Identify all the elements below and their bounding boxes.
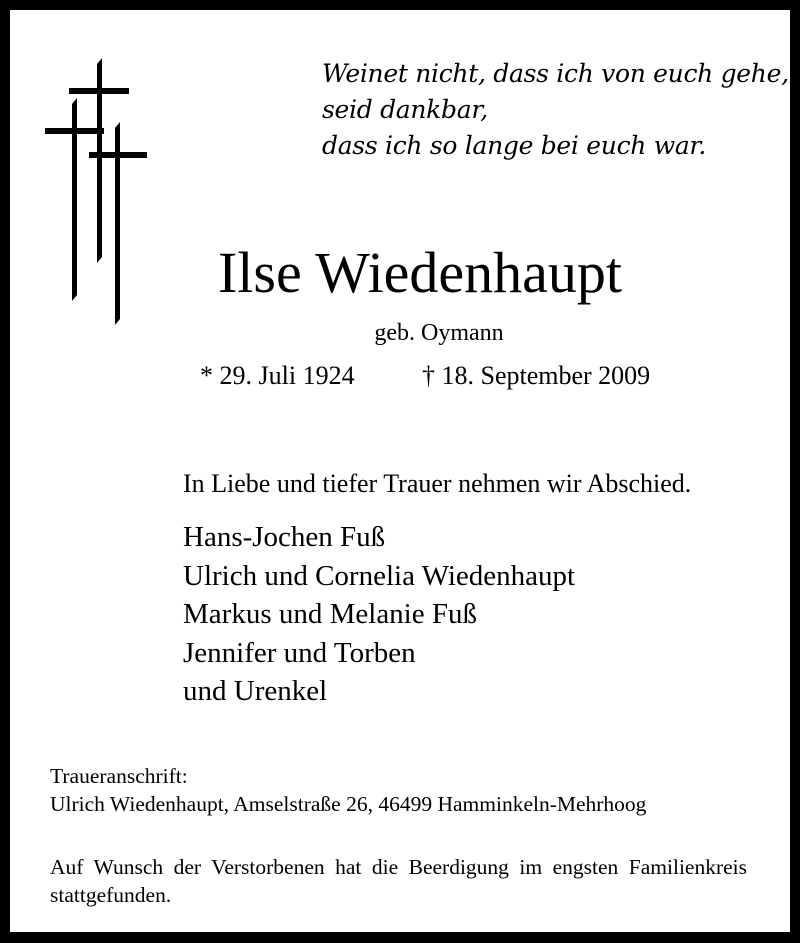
obituary-card: [10, 10, 790, 932]
funeral-note: Auf Wunsch der Verstorbenen hat die Beerdigung im engsten Familienkreis stattgefunden.: [50, 855, 747, 907]
poem: [322, 56, 789, 164]
mourner: Ulrich und Cornelia Wiedenhaupt: [183, 559, 576, 592]
mourner: Hans-Jochen Fuß: [183, 521, 386, 553]
maiden-name: geb. Oymann: [374, 320, 504, 346]
poem-line: dass ich so lange bei euch war.: [322, 131, 706, 160]
mourner: Markus und Melanie Fuß: [183, 598, 477, 630]
birth-date: * 29. Juli 1924: [200, 361, 355, 390]
farewell-text: In Liebe und tiefer Trauer nehmen wir Abschied.: [183, 469, 692, 498]
death-date: † 18. September 2009: [422, 361, 651, 390]
life-dates: [200, 360, 651, 392]
mourner: Jennifer und Torben: [183, 636, 416, 669]
address-value: Ulrich Wiedenhaupt, Amselstraße 26, 46499 Hamminkeln-Mehrhoog: [50, 792, 647, 816]
mourning-address: [50, 762, 646, 818]
address-label: Traueranschrift:: [50, 764, 188, 788]
mourners-list: [183, 518, 575, 711]
mourner: und Urenkel: [183, 675, 328, 707]
deceased-name: Ilse Wiedenhaupt: [217, 240, 623, 305]
poem-line: seid dankbar,: [322, 95, 488, 124]
poem-line: Weinet nicht, dass ich von euch gehe,: [322, 59, 789, 88]
